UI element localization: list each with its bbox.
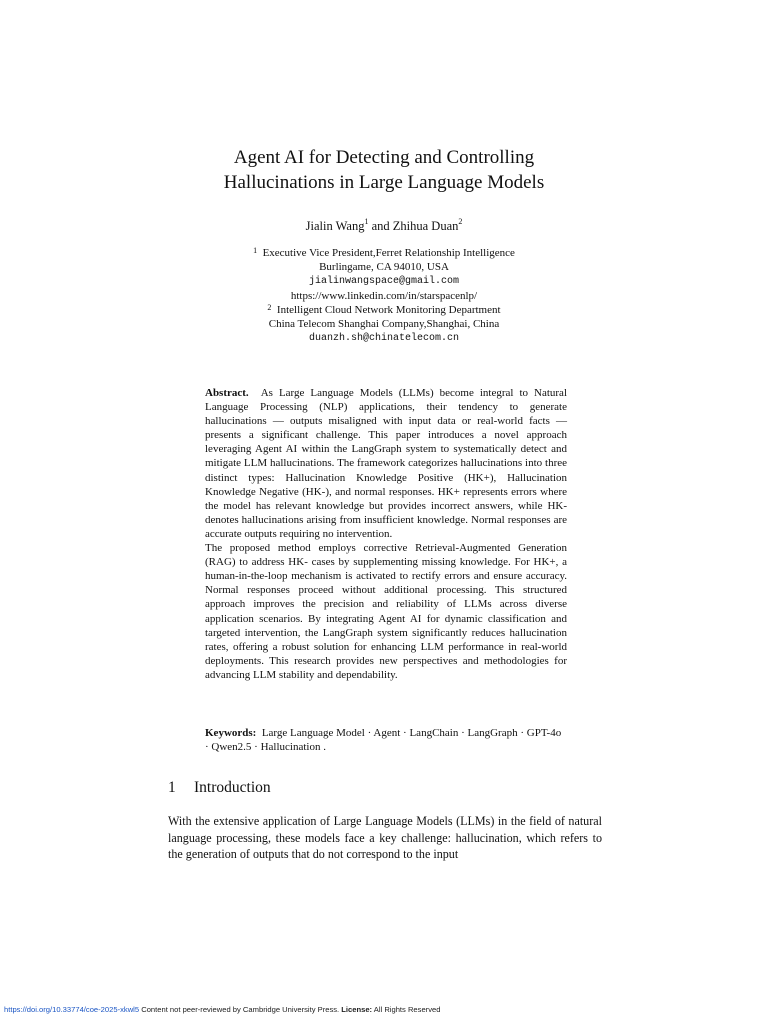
- affiliation-2-line-2: China Telecom Shanghai Company,Shanghai, China: [268, 318, 500, 331]
- introduction-paragraph: With the extensive application of Large Language Models (LLMs) in the field of natural language processing, these models face a key challenge: hallucination, which refers to the generation of outputs that do not correspond to the input: [168, 814, 602, 861]
- abstract-paragraph-2: The proposed method employs corrective Retrieval-Augmented Generation (RAG) to address HK- cases by supplementing missing knowledge. For HK+, a human-in-the-loop mechanism is activated to rectify errors and ensure accuracy. Normal responses proceed without additional processing. This structured approach improves the precision and reliability of LLMs across diverse application scenarios. By integrating Agent AI for dynamic classification and targeted intervention, the LangGraph system significantly reduces hallucination rates, offering a robust solution for enhancing LLM performance in real-world deployments. This research provides new perspectives and methodologies for advancing LLM stability and dependability.: [205, 542, 567, 681]
- affiliation-1-url[interactable]: https://www.linkedin.com/in/starspacenlp/: [290, 289, 478, 302]
- affil-marker: 2: [267, 303, 272, 313]
- abstract: [205, 386, 567, 682]
- keywords: [205, 726, 567, 754]
- doi-link[interactable]: https://doi.org/10.33774/coe-2025-xkwl5: [4, 1005, 140, 1014]
- footer-note: Content not peer-reviewed by Cambridge University Press.: [139, 1005, 342, 1014]
- author-affil-marker: 2: [458, 217, 463, 226]
- author-affil-marker: 1: [364, 217, 369, 226]
- affiliation-2-line-1: [0, 303, 768, 317]
- license-value: All Rights Reserved: [372, 1005, 441, 1014]
- section-number: 1: [168, 779, 176, 796]
- affiliation-1-line-2: Burlingame, CA 94010, USA: [319, 261, 449, 274]
- title-line-1: Agent AI for Detecting and Controlling: [233, 147, 535, 168]
- page-footer: [4, 1005, 440, 1014]
- abstract-label: Abstract.: [205, 387, 249, 399]
- title-line-2: Hallucinations in Large Language Models: [223, 172, 545, 193]
- affiliation-1-line-1: [0, 246, 768, 260]
- affiliation-text: Executive Vice President,Ferret Relationship Intelligence: [262, 247, 515, 259]
- author-name: Jialin Wang: [305, 219, 365, 233]
- keywords-label: Keywords:: [205, 727, 257, 739]
- author-conjunction: and: [368, 219, 393, 233]
- affiliation-2-email[interactable]: duanzh.sh@chinatelecom.cn: [308, 332, 460, 344]
- paper-title: [0, 145, 768, 195]
- affiliations: [0, 246, 768, 346]
- section-title: Introduction: [194, 779, 271, 796]
- author-name: Zhihua Duan: [392, 219, 459, 233]
- affil-marker: 1: [253, 246, 258, 255]
- abstract-text-1: As Large Language Models (LLMs) become integral to Natural Language Processing (NLP) applications, their tendency to generate hallucinations — outputs misaligned with input data or real-world facts — presents a significant challenge. This paper introduces a novel approach leveraging Agent AI within the LangGraph system to systematically detect and mitigate LLM hallucinations. The framework categorizes hallucinations into three distinct types: Hallucination Knowledge Positive (HK+), Hallucination Knowledge Negative (HK-), and normal responses. HK+ represents errors where the model has relevant knowledge but provides incorrect answers, while HK- denotes hallucinations arising from insufficient knowledge. Normal responses are accurate outputs requiring no intervention.: [205, 387, 567, 540]
- affiliation-text: Intelligent Cloud Network Monitoring Department: [276, 304, 501, 317]
- license-label: License:: [341, 1005, 373, 1014]
- keywords-text: Large Language Model · Agent · LangChain · LangGraph · GPT-4o · Qwen2.5 · Hallucination .: [205, 727, 562, 753]
- author-list: [0, 219, 768, 234]
- section-heading-introduction: [168, 779, 271, 797]
- affiliation-1-email[interactable]: jialinwangspace@gmail.com: [308, 275, 460, 287]
- abstract-paragraph-1: [205, 386, 567, 541]
